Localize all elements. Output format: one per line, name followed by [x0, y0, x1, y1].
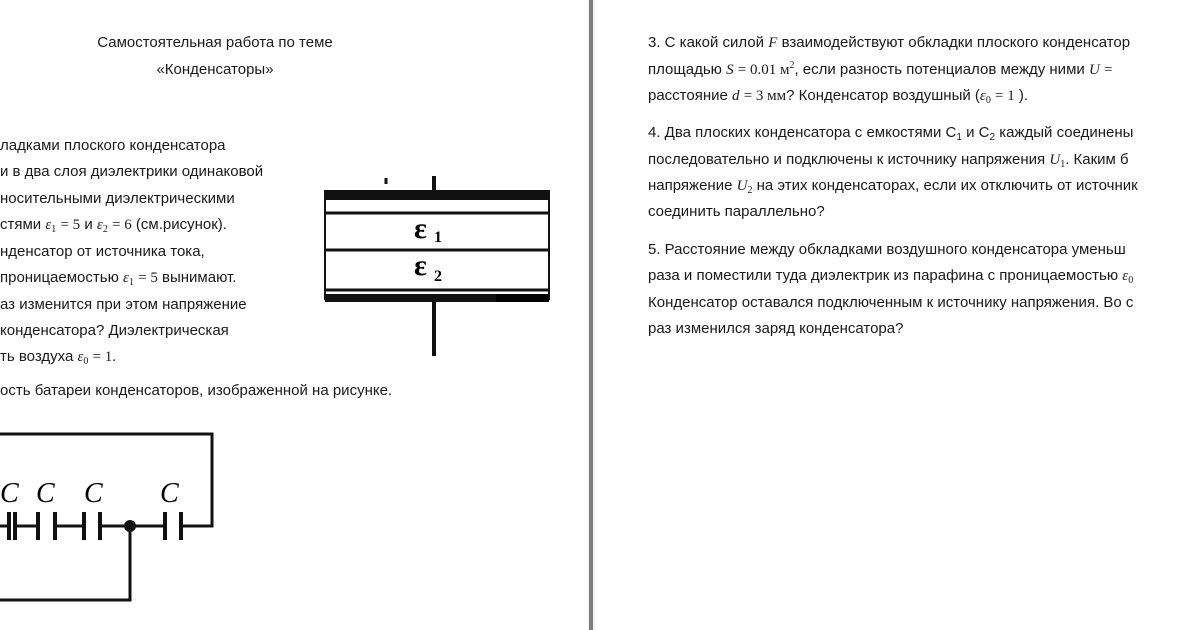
bottom-bypass-wire: [0, 526, 130, 600]
task-3-line: площадью S = 0.01 $м^2$, если разность потенциалов между ними U =: [648, 60, 1113, 78]
label-eps1-sub: 1: [434, 229, 442, 246]
capacitor-label: C: [0, 478, 19, 509]
task-5-line: 5. Расстояние между обкладками воздушного конденсатора уменьш: [648, 241, 1126, 258]
right-page: [596, 0, 1200, 630]
capacitor-plate: [98, 512, 102, 540]
task-1-line: носительными диэлектрическими: [0, 190, 235, 207]
task-1-line: аз изменится при этом напряжение: [0, 296, 247, 313]
layered-capacitor-figure: [318, 170, 558, 390]
task-1-line: проницаемостью $\varepsilon_1 = 5$ вынимают.: [0, 269, 237, 288]
task-4-line: 4. Два плоских конденсатора с емкостями $С_1$ и $С_2$ каждый соединены: [648, 124, 1134, 143]
task-1-line: ть воздуха $\varepsilon_0 = 1$.: [0, 348, 117, 367]
task-4-line: напряжение $U_2$ на этих конденсаторах, если их отключить от источник: [648, 177, 1138, 196]
label-eps2-sub: 2: [434, 268, 442, 285]
worksheet-title: Самостоятельная работа по теме: [97, 34, 333, 51]
capacitor-label: C: [84, 478, 103, 509]
task-5-line: раз изменился заряд конденсатора?: [648, 320, 904, 337]
worksheet-subtitle: «Конденсаторы»: [156, 61, 274, 78]
label-eps1: ε: [414, 212, 427, 245]
capacitor-plate: [163, 512, 167, 540]
capacitor-plate: [7, 512, 11, 540]
capacitor-label: C: [36, 478, 55, 509]
task-3-line: 3. С какой силой F взаимодействуют обкладки плоского конденсатор: [648, 34, 1131, 51]
capacitor-plate: [13, 512, 17, 540]
bottom-plate-shade: [496, 294, 549, 302]
task-4-line: соединить параллельно?: [648, 203, 825, 220]
junction-node: [124, 520, 136, 532]
capacitor-plate: [179, 512, 183, 540]
label-eps2: ε: [414, 249, 427, 282]
capacitor-label: C: [160, 478, 179, 509]
task-1-line: конденсатора? Диэлектрическая: [0, 322, 229, 339]
task-1-line: нденсатор от источника тока,: [0, 243, 205, 260]
left-page: [0, 0, 588, 630]
capacitor-plate: [53, 512, 57, 540]
page-divider: [588, 0, 596, 630]
task-5-line: раза и поместили туда диэлектрик из парафина с проницаемостью $\varepsilon_0$: [648, 267, 1134, 286]
task-1-line: и в два слоя диэлектрики одинаковой: [0, 163, 264, 180]
capacitor-plate: [82, 512, 86, 540]
capacitor-battery-figure: [0, 428, 230, 630]
task-1-line: стями $\varepsilon_1 = 5$ и $\varepsilon_2 = 6$ (см.рисунок).: [0, 216, 227, 235]
task-5-line: Конденсатор оставался подключенным к источнику напряжения. Во с: [648, 294, 1134, 311]
task-2-text: ость батареи конденсаторов, изображенной на рисунке.: [0, 382, 393, 399]
capacitor-plate: [36, 512, 40, 540]
top-plate: [325, 190, 549, 200]
task-4-line: последовательно и подключены к источнику напряжения $U_1$. Каким б: [648, 151, 1129, 170]
task-3-line: расстояние d = 3 мм? Конденсатор воздушный ($\varepsilon_0 = 1$ ).: [648, 87, 1029, 106]
task-1-line: ладками плоского конденсатора: [0, 137, 226, 154]
